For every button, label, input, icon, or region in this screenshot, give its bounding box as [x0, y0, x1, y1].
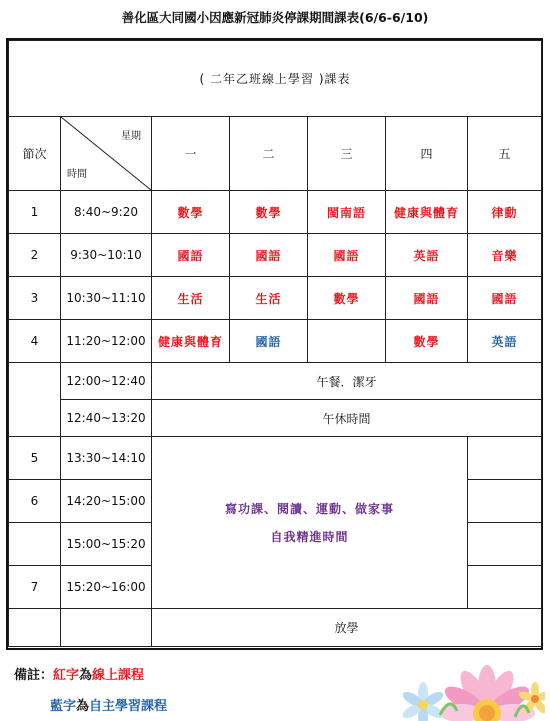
self-study-line1: 寫功課、閱讀、運動、做家事 [224, 501, 394, 516]
red-word: 紅字 [53, 668, 80, 683]
class-cell: 閩南語 [308, 191, 386, 234]
period-number: 7 [9, 566, 61, 609]
day-header-tue: 二 [230, 117, 308, 191]
period-number: 1 [9, 191, 61, 234]
class-cell: 國語 [230, 320, 308, 363]
period-time: 13:30~14:10 [61, 437, 152, 480]
class-cell: 國語 [152, 234, 230, 277]
period-number: 6 [9, 480, 61, 523]
table-row [9, 191, 542, 234]
red-meaning: 線上課程 [92, 668, 145, 683]
period-number: 4 [9, 320, 61, 363]
lunch-time: 12:00~12:40 [61, 363, 152, 400]
period-number [9, 609, 61, 647]
blue-word: 藍字 [50, 699, 77, 714]
class-cell: 數學 [386, 320, 468, 363]
class-cell: 律動 [468, 191, 542, 234]
self-study-line2: 自我精進時間 [270, 529, 349, 544]
class-cell: 數學 [308, 277, 386, 320]
dismissal-label: 放學 [152, 609, 542, 647]
self-study-block [152, 437, 468, 609]
schedule-table [8, 40, 542, 647]
class-cell: 國語 [230, 234, 308, 277]
period-time: 10:30~11:10 [61, 277, 152, 320]
period-number [9, 363, 61, 437]
legend-blue [14, 695, 167, 714]
day-header-mon: 一 [152, 117, 230, 191]
lunch-label: 午餐．潔牙 [152, 363, 542, 400]
period-time [61, 609, 152, 647]
day-header-wed: 三 [308, 117, 386, 191]
class-cell: 英語 [386, 234, 468, 277]
lunch-row [9, 363, 542, 400]
period-number: 3 [9, 277, 61, 320]
class-cell [468, 480, 542, 523]
day-header-thu: 四 [386, 117, 468, 191]
legend-notes [14, 664, 167, 714]
day-header-fri: 五 [468, 117, 542, 191]
nap-row [9, 400, 542, 437]
class-cell: 健康與體育 [152, 320, 230, 363]
period-time: 9:30~10:10 [61, 234, 152, 277]
notes-prefix: 備註： [14, 668, 54, 683]
legend-red [14, 664, 167, 683]
time-label: 時間 [67, 169, 87, 180]
dismissal-row [9, 609, 542, 647]
nap-time: 12:40~13:20 [61, 400, 152, 437]
period-number: 2 [9, 234, 61, 277]
blue-meaning: 自主學習課程 [89, 699, 168, 714]
period-time: 15:00~15:20 [61, 523, 152, 566]
class-banner: ( 二年乙班線上學習 )課表 [9, 41, 542, 117]
is-word: 為 [76, 699, 90, 714]
table-row [9, 234, 542, 277]
period-time: 11:20~12:00 [61, 320, 152, 363]
table-row [9, 320, 542, 363]
nap-label: 午休時間 [152, 400, 542, 437]
class-cell: 英語 [468, 320, 542, 363]
table-row [9, 277, 542, 320]
period-number [9, 523, 61, 566]
class-cell: 音樂 [468, 234, 542, 277]
page-title: 善化區大同國小因應新冠肺炎停課期間課表(6/6-6/10) [121, 10, 429, 25]
table-row [9, 437, 542, 480]
period-time: 8:40~9:20 [61, 191, 152, 234]
class-cell: 國語 [386, 277, 468, 320]
class-cell: 健康與體育 [386, 191, 468, 234]
class-cell: 生活 [230, 277, 308, 320]
class-cell [468, 566, 542, 609]
period-time: 14:20~15:00 [61, 480, 152, 523]
weekday-label: 星期 [121, 131, 141, 142]
class-cell: 生活 [152, 277, 230, 320]
period-header: 節次 [9, 117, 61, 191]
class-cell [308, 320, 386, 363]
flower-decoration-icon [395, 655, 545, 721]
class-cell: 國語 [308, 234, 386, 277]
class-cell [468, 523, 542, 566]
period-time: 15:20~16:00 [61, 566, 152, 609]
period-number: 5 [9, 437, 61, 480]
is-word: 為 [79, 668, 93, 683]
class-cell: 數學 [152, 191, 230, 234]
class-cell: 數學 [230, 191, 308, 234]
class-cell [468, 437, 542, 480]
class-cell: 國語 [468, 277, 542, 320]
weekday-time-header [61, 117, 152, 191]
